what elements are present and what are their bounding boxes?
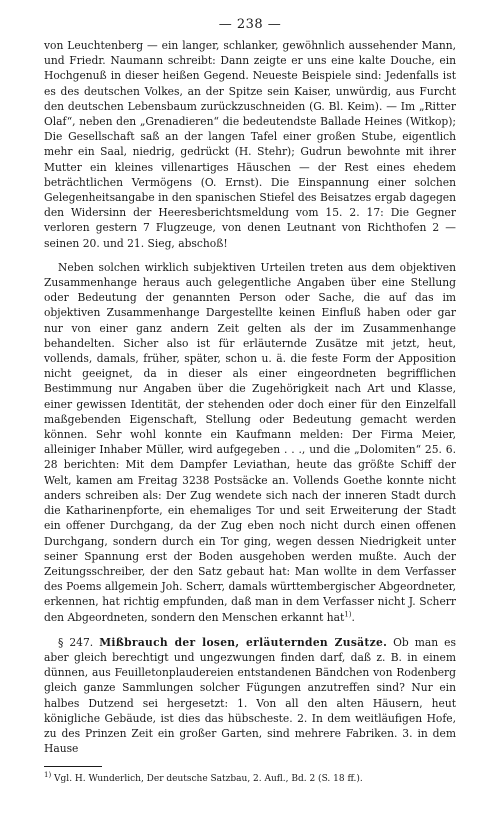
section-247 bbox=[44, 635, 456, 757]
footnote-divider bbox=[44, 766, 102, 767]
paragraph-appositions-text: Neben solchen wirklich subjektiven Urteilen treten aus dem objektiven Zusammenhange heraus auch gelegentliche Angaben über eine Stellung oder Bedeutung der genannten Person oder Sache, die auf das im objektiven Zusammenhange Dargestellte keinen Einfluß haben oder gar nur von einer ganz andern Zeit gelten als der im Zusammenhange behandelten. Sicher also ist für erläuternde Zusätze mit jetzt, heut, vollends, damals, früher, später, schon u. ä. die feste Form der Apposition nicht geeignet, da in dieser als einer eingeordneten begrifflichen Bestimmung nur Angaben über die Zugehörigkeit nach Art und Klasse, einer gewissen Identität, der stehenden oder doch einer für den Einzelfall maßgebenden Eigenschaft, Stellung oder Bedeutung gemacht werden können. Sehr wohl konnte ein Kaufmann melden: Der Firma Meier, alleiniger Inhaber Müller, wird aufgegeben . . ., und die „Dolomiten“ 25. 6. 28 berichten: Mit dem Dampfer Leviathan, heute das größte Schiff der Welt, kamen am Freitag 3238 Postsäcke an. Vollends Goethe konnte nicht anders schreiben als: Der Zug wendete sich nach der inneren Stadt durch die Katharinenpforte, ein ehemaliges Tor und seit Erweiterung der Stadt ein offener Durchgang, da der Zug eben noch nicht durch einen offenen Durchgang, sondern durch ein Tor ging, wegen dessen Niedrigkeit unter seiner Spannung erst der Boden ausgehoben werden mußte. Auch der Zeitungsschreiber, der den Satz gebaut hat: Man wollte in dem Verfasser des Poems allgemein Joh. Scherr, damals württembergischer Abgeordneter, erkennen, hat richtig empfunden, daß man in dem Verfasser nicht J. Scherr den Abgeordneten, sondern den Menschen erkannt hat bbox=[44, 260, 456, 624]
footnote-text: Vgl. H. Wunderlich, Der deutsche Satzbau, 2. Aufl., Bd. 2 (S. 18 ff.). bbox=[51, 774, 363, 784]
footnote-marker: 1) bbox=[44, 771, 52, 779]
section-title: Mißbrauch der losen, erläuternden Zusätze. bbox=[99, 635, 388, 649]
footnote-reference: 1) bbox=[344, 609, 352, 618]
section-body: Ob man es aber gleich berechtigt und ungezwungen finden darf, daß z. B. in einem dünnen, aus Feuilletonplaudereien entstandenen Bändchen von Rodenberg gleich ganze Sammlungen solcher Fügungen anzutreffen sind? Nur ein halbes Dutzend sei hergesetzt: 1. Von all den alten Häusern, heut königliche Gebäude, ist dies das hübscheste. 2. In dem weitläufigen Hofe, zu des Prinzen Zeit ein großer Garten, sind mehrere Fabriken. 3. in dem Hause bbox=[44, 635, 456, 756]
paragraph-gap bbox=[44, 251, 456, 260]
page-number: — 238 — bbox=[218, 17, 282, 32]
section-gap bbox=[44, 625, 456, 635]
footnote bbox=[44, 773, 456, 786]
paragraph-continuation: von Leuchtenberg — ein langer, schlanker, gewöhnlich aussehender Mann, und Friedr. Naumann schreibt: Dann zeigte er uns eine kalte Douche, ein Hochgenuß in dieser heißen Gegend. Neueste Beispiele sind: Jedenfalls ist es des deutschen Volkes, an der Spitze sein Kaiser, unwürdig, aus Furcht den deutschen Lebensbaum zurückzuschneiden (G. Bl. Keim). — Im „Ritter Olaf“, neben den „Grenadieren“ die bedeutendste Ballade Heines (Witkop); Die Gesellschaft saß an der langen Tafel einer großen Stube, eigentlich mehr ein Saal, niedrig, gedrückt (H. Stehr); Gudrun bewohnte mit ihrer Mutter ein kleines villenartiges Häuschen — der Rest eines ehedem beträchtlichen Vermögens (O. Ernst). Die Einspannung einer solchen Gelegenheitsangabe in den spanischen Stiefel des Beisatzes ergab dagegen den Widersinn der Heeresberichtsmeldung vom 15. 2. 17: Die Gegner verloren gestern 7 Flugzeuge, von denen Leutnant von Richthofen 2 — seinen 20. und 21. Sieg, abschoß! bbox=[44, 39, 456, 250]
book-page bbox=[44, 16, 456, 812]
section-number: § 247. bbox=[58, 635, 94, 649]
paragraph-appositions: Neben solchen wirklich subjektiven Urteilen treten aus dem objektiven Zusammenhange heraus auch gelegentliche Angaben über eine Stellung oder Bedeutung der genannten Person oder Sache, die auf das im objektiven Zusammenhange Dargestellte keinen Einfluß haben oder gar nur von einer ganz andern Zeit gelten als der im Zusammenhange behandelten. Sicher also ist für erläuternde Zusätze mit jetzt, heut, vollends, damals, früher, später, schon u. ä. die feste Form der Apposition nicht geeignet, da in dieser als einer eingeordneten begrifflichen Bestimmung nur Angaben über die Zugehörigkeit nach Art und Klasse, einer gewissen Identität, der stehenden oder doch einer für den Einzelfall maßgebenden Eigenschaft, Stellung oder Bedeutung gemacht werden können. Sehr wohl konnte ein Kaufmann melden: Der Firma Meier, alleiniger Inhaber Müller, wird aufgegeben . . ., und die „Dolomiten“ 25. 6. 28 berichten: Mit dem Dampfer Leviathan, heute das größte Schiff der Welt, kamen am Freitag 3238 Postsäcke an. Vollends Goethe konnte nicht anders schreiben als: Der Zug wendete sich nach der inneren Stadt durch die Katharinenpforte, ein ehemaliges Tor und seit Erweiterung der Stadt ein offener Durchgang, da der Zug eben noch nicht durch einen offenen Durchgang, sondern durch ein Tor ging, wegen dessen Niedrigkeit unter seiner Spannung erst der Boden ausgehoben werden mußte. Auch der Zeitungsschreiber, der den Satz gebaut hat: Man wollte in dem Verfasser des Poems allgemein Joh. Scherr, damals württembergischer Abgeordneter, erkennen, hat richtig empfunden, daß man in dem Verfasser nicht J. Scherr den Abgeordneten, sondern den Menschen erkannt hat$^{1)}$. bbox=[44, 260, 456, 624]
main-text bbox=[44, 38, 456, 756]
